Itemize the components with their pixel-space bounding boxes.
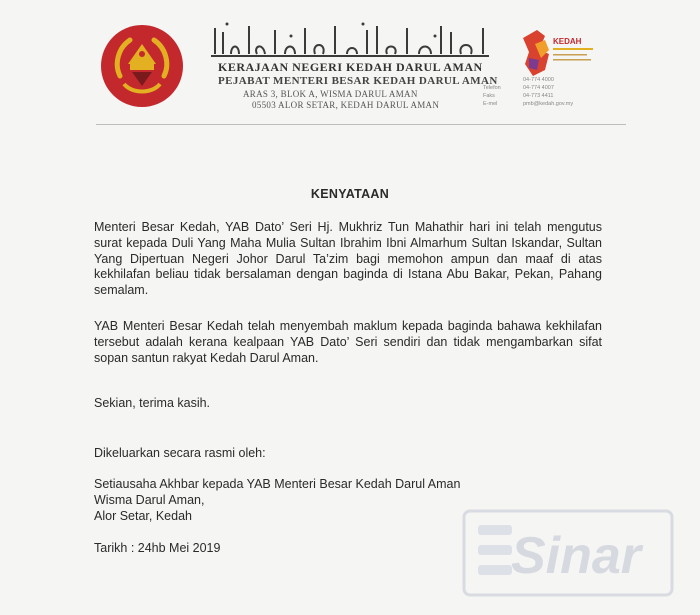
jawi-title-lettering bbox=[205, 18, 495, 62]
statement-paragraph-2: YAB Menteri Besar Kedah telah menyembah maklum kepada baginda bahawa kekhilafan tersebut adalah kerana kealpaan YAB Dato’ Seri sendiri dan tidak mengambarkan sifat sopan santun rakyat Kedah Darul Aman. bbox=[94, 319, 602, 365]
issued-by-line: Dikeluarkan secara rasmi oleh: bbox=[94, 446, 266, 460]
document-title: KENYATAAN bbox=[310, 187, 390, 201]
signatory-address-1: Wisma Darul Aman, bbox=[94, 492, 205, 507]
contact-fax: Faks 04-773 4411 bbox=[483, 93, 554, 99]
statement-paragraph-1: Menteri Besar Kedah, YAB Dato’ Seri Hj. Mukhriz Tun Mahathir hari ini telah mengutus surat kepada Duli Yang Maha Mulia Sultan Ibrahim Ibni Almarhum Sultan Iskandar, Sultan Yang Dipertuan Negeri Johor Darul Ta’zim bagi memohon ampun dan maaf di atas kekhilafan beliau tidak bersalaman dengan baginda di Istana Abu Bakar, Pekan, Pahang semalam. bbox=[94, 220, 602, 298]
letterhead-government: KERAJAAN NEGERI KEDAH DARUL AMAN bbox=[218, 60, 483, 74]
contact-phone: Telefon04-774 4000 04-774 4007 bbox=[483, 77, 554, 91]
sinar-watermark bbox=[458, 505, 678, 601]
signatory-address-2: Alor Setar, Kedah bbox=[94, 508, 192, 523]
svg-text:KEDAH: KEDAH bbox=[553, 37, 582, 46]
kedah-crest-logo bbox=[100, 24, 184, 108]
letterhead-divider bbox=[96, 124, 626, 125]
letterhead-address-1: ARAS 3, BLOK A, WISMA DARUL AMAN bbox=[243, 89, 418, 99]
letterhead-address-2: 05503 ALOR SETAR, KEDAH DARUL AMAN bbox=[252, 100, 440, 110]
kedah-map-logo bbox=[515, 24, 605, 94]
svg-text:Sinar: Sinar bbox=[510, 527, 642, 585]
contact-email: E-mel pmb@kedah.gov.my bbox=[483, 101, 574, 107]
closing-line: Sekian, terima kasih. bbox=[94, 396, 211, 410]
document-date: Tarikh : 24hb Mei 2019 bbox=[94, 541, 221, 555]
signatory-title: Setiausaha Akhbar kepada YAB Menteri Besar Kedah Darul Aman bbox=[94, 477, 461, 491]
letterhead-office: PEJABAT MENTERI BESAR KEDAH DARUL AMAN bbox=[218, 75, 498, 87]
